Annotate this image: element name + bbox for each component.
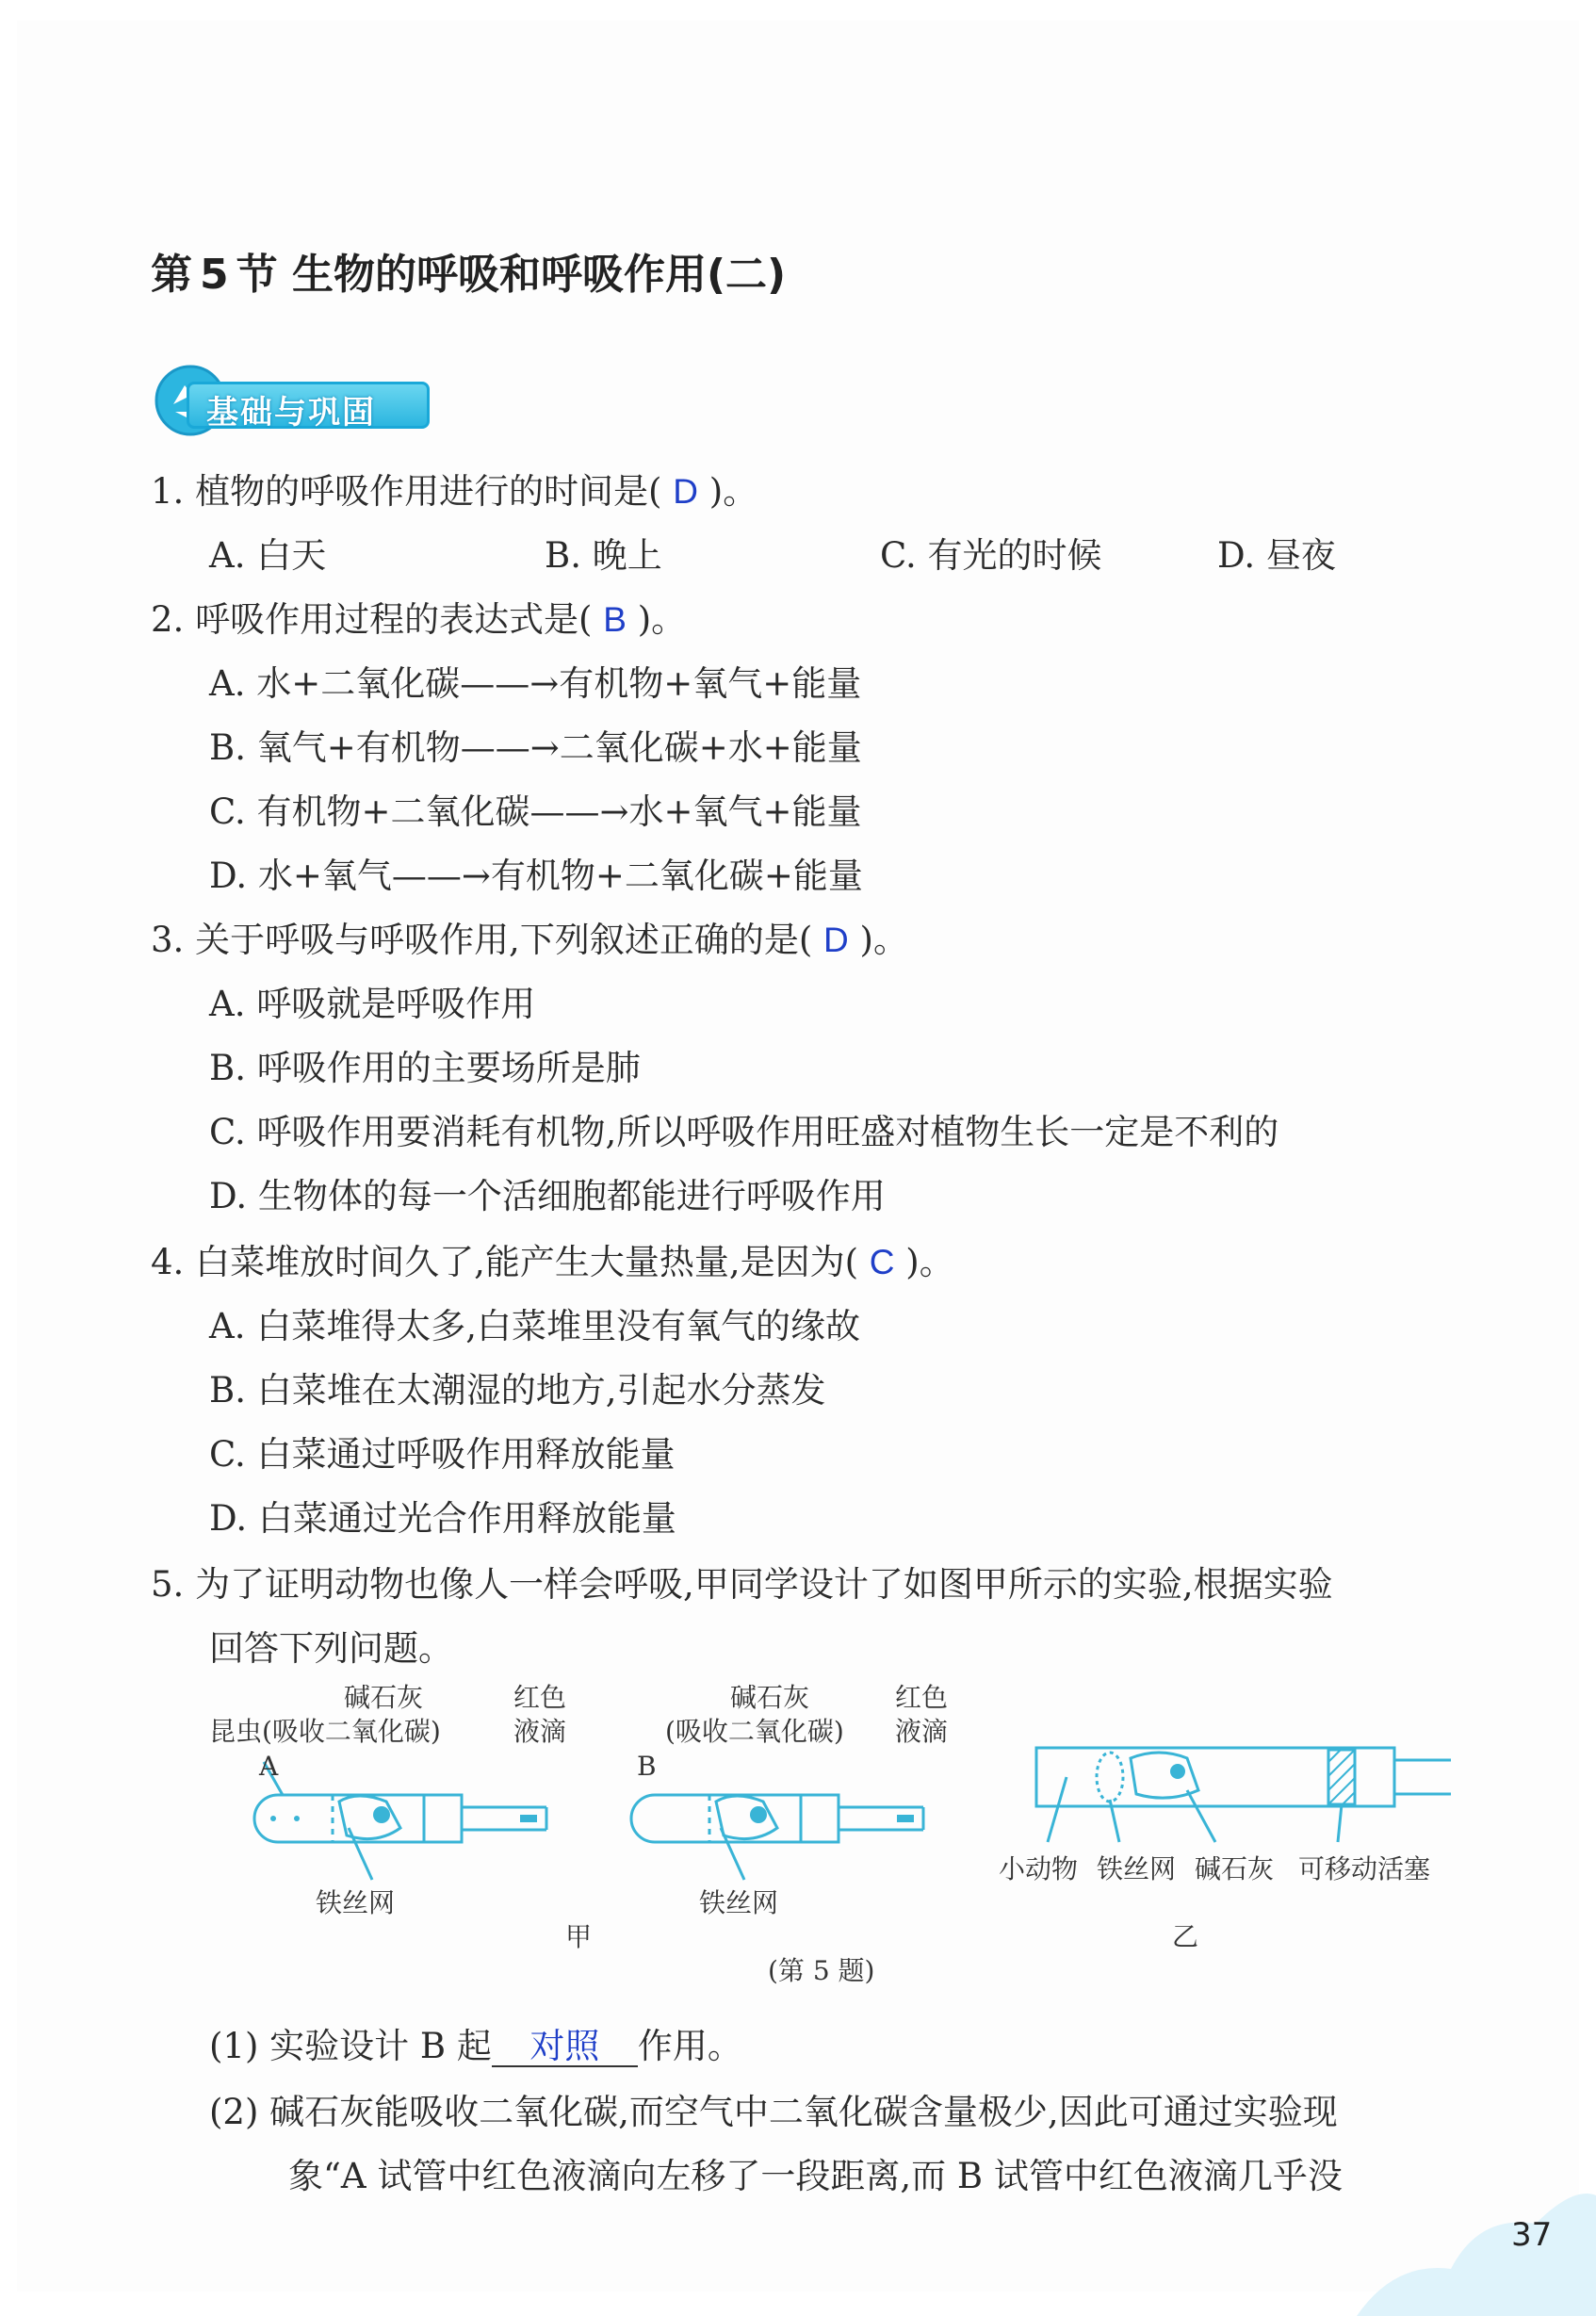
q3-option-d: D. 生物体的每一个活细胞都能进行呼吸作用 bbox=[209, 1176, 886, 1216]
q5-sub2-line2: 象“A 试管中红色液滴向左移了一段距离,而 B 试管中红色液滴几乎没 bbox=[288, 2156, 1343, 2196]
test-tube-b bbox=[631, 1795, 839, 1842]
label-red-b-2: 液滴 bbox=[895, 1716, 949, 1747]
label-jia: 甲 bbox=[565, 1921, 593, 1952]
sub1-answer: 对照 bbox=[529, 2027, 600, 2065]
wire-mesh-c bbox=[1097, 1753, 1123, 1802]
label-red-a-1: 红色 bbox=[513, 1682, 567, 1713]
label-wire-c: 铁丝网 bbox=[1097, 1853, 1177, 1884]
q3-option-c: C. 呼吸作用要消耗有机物,所以呼吸作用旺盛对植物生长一定是不利的 bbox=[209, 1112, 1279, 1152]
soda-lime-a bbox=[339, 1796, 400, 1839]
label-insect: 昆虫 bbox=[209, 1716, 263, 1747]
q4-option-d: D. 白菜通过光合作用释放能量 bbox=[209, 1498, 676, 1539]
question-4-stem: 4. 白菜堆放时间久了,能产生大量热量,是因为( C )。 bbox=[151, 1242, 954, 1282]
label-wire-b: 铁丝网 bbox=[699, 1887, 779, 1918]
label-absorb-a: (吸收二氧化碳) bbox=[262, 1716, 441, 1747]
q4-option-b: B. 白菜堆在太潮湿的地方,引起水分蒸发 bbox=[209, 1370, 826, 1411]
label-wire-a: 铁丝网 bbox=[316, 1887, 396, 1918]
label-piston: 可移动活塞 bbox=[1298, 1853, 1431, 1884]
q2-option-c: C. 有机物+二氧化碳——→水+氧气+能量 bbox=[209, 791, 862, 832]
q1-option-a: A. 白天 bbox=[209, 535, 327, 576]
label-red-a-2: 液滴 bbox=[513, 1716, 567, 1747]
red-droplet-b bbox=[897, 1815, 914, 1822]
label-soda-lime-b: 碱石灰 bbox=[730, 1682, 810, 1713]
q2-option-d: D. 水+氧气——→有机物+二氧化碳+能量 bbox=[209, 856, 863, 896]
answer-3: D bbox=[823, 921, 849, 959]
answer-1: D bbox=[673, 472, 698, 511]
q3-option-b: B. 呼吸作用的主要场所是肺 bbox=[209, 1048, 641, 1088]
question-1-stem: 1. 植物的呼吸作用进行的时间是( D )。 bbox=[151, 471, 758, 512]
label-tube-b: B bbox=[637, 1751, 657, 1782]
q1-option-d: D. 昼夜 bbox=[1217, 535, 1336, 576]
label-tube-a: A bbox=[259, 1751, 279, 1782]
question-5-stem-line2: 回答下列问题。 bbox=[209, 1628, 453, 1669]
label-soda-lime-a: 碱石灰 bbox=[344, 1682, 424, 1713]
page-title: 第 5 节 生物的呼吸和呼吸作用(二) bbox=[151, 251, 787, 299]
page-number: 37 bbox=[1511, 2216, 1553, 2254]
label-red-b-1: 红色 bbox=[895, 1682, 949, 1713]
label-soda-c: 碱石灰 bbox=[1195, 1853, 1275, 1884]
question-5-stem-line1: 5. 为了证明动物也像人一样会呼吸,甲同学设计了如图甲所示的实验,根据实验 bbox=[151, 1564, 1333, 1605]
q4-option-a: A. 白菜堆得太多,白菜堆里没有氧气的缘故 bbox=[209, 1306, 861, 1346]
q4-option-c: C. 白菜通过呼吸作用释放能量 bbox=[209, 1434, 676, 1475]
question-3-stem: 3. 关于呼吸与呼吸作用,下列叙述正确的是( D )。 bbox=[151, 920, 908, 960]
label-absorb-b: (吸收二氧化碳) bbox=[665, 1716, 844, 1747]
figure-caption: (第 5 题) bbox=[768, 1955, 875, 1986]
label-yi: 乙 bbox=[1172, 1921, 1199, 1952]
label-small-animal: 小动物 bbox=[999, 1853, 1079, 1884]
q3-option-a: A. 呼吸就是呼吸作用 bbox=[209, 984, 536, 1024]
test-tube-a bbox=[254, 1795, 462, 1842]
section-badge: 基础与巩固 bbox=[153, 363, 428, 438]
soda-lime-b bbox=[716, 1796, 777, 1839]
decorative-cloud bbox=[1357, 2148, 1596, 2316]
q2-option-a: A. 水+二氧化碳——→有机物+氧气+能量 bbox=[209, 663, 862, 704]
answer-4: C bbox=[869, 1243, 895, 1281]
q2-option-b: B. 氧气+有机物——→二氧化碳+水+能量 bbox=[209, 727, 862, 768]
q5-sub2-line1: (2) 碱石灰能吸收二氧化碳,而空气中二氧化碳含量极少,因此可通过实验现 bbox=[209, 2092, 1338, 2132]
question-2-stem: 2. 呼吸作用过程的表达式是( B )。 bbox=[151, 599, 687, 640]
answer-2: B bbox=[603, 600, 627, 639]
red-droplet-a bbox=[520, 1815, 537, 1822]
q1-option-c: C. 有光的时候 bbox=[880, 535, 1102, 576]
q1-option-b: B. 晚上 bbox=[545, 535, 662, 576]
q5-sub1: (1) 实验设计 B 起 对照 作用。 bbox=[209, 2026, 742, 2066]
